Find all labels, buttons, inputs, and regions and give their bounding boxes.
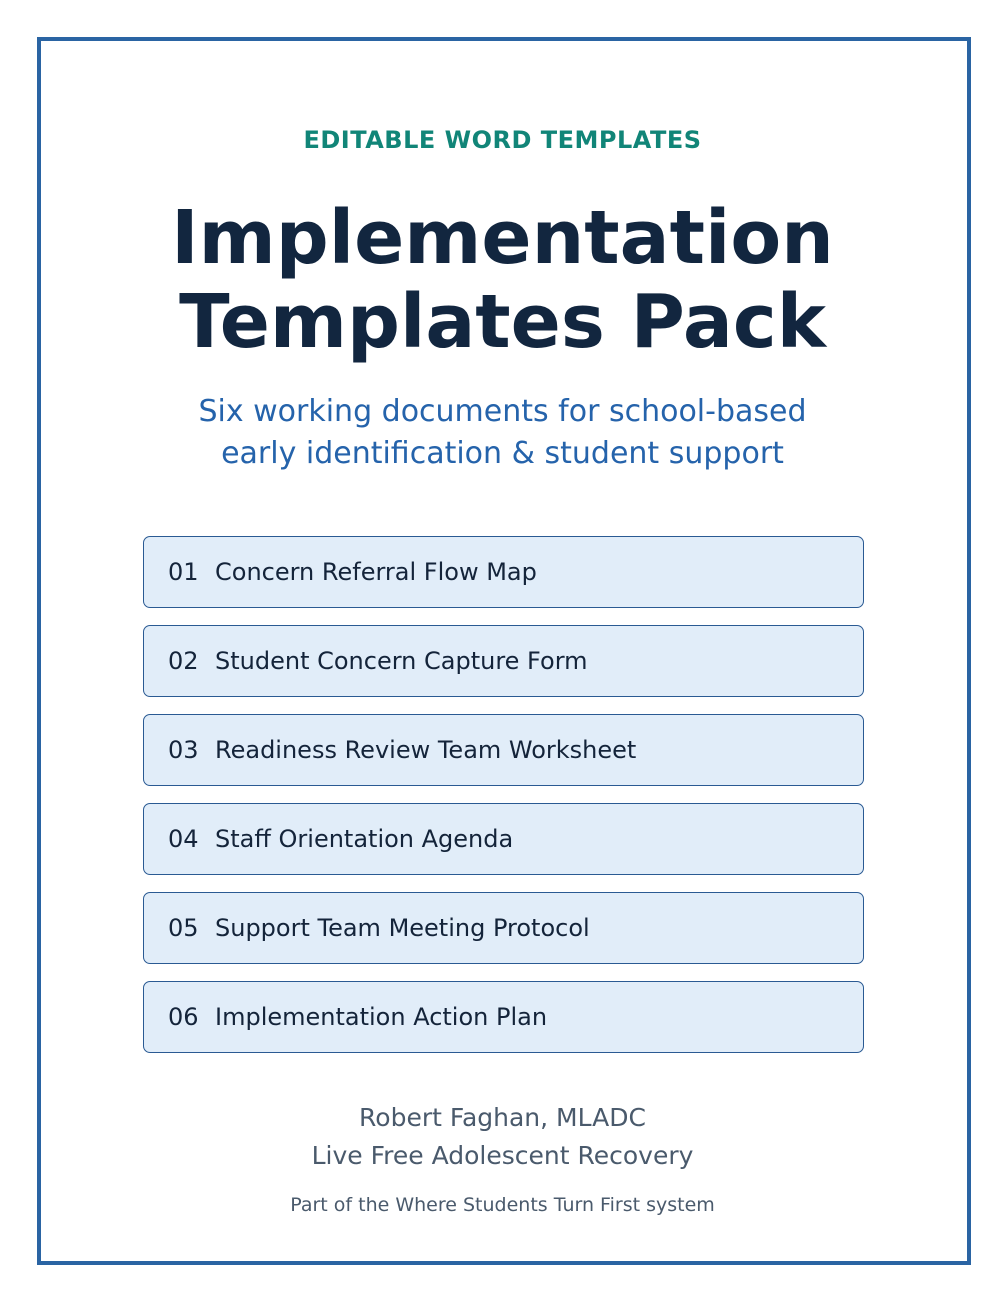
document-number: 06 (168, 1003, 199, 1031)
document-list (143, 536, 864, 1070)
author-organization: Live Free Adolescent Recovery (311, 1141, 694, 1170)
title-line-1: Implementation (171, 195, 834, 281)
document-item-implementation-action-plan[interactable] (143, 981, 864, 1053)
subtitle-line-2: early identification & student support (221, 436, 784, 471)
document-number: 04 (168, 825, 199, 853)
document-number: 05 (168, 914, 199, 942)
eyebrow-label: EDITABLE WORD TEMPLATES (303, 126, 702, 154)
document-item-student-concern-capture-form[interactable] (143, 625, 864, 697)
document-item-readiness-review-team-worksheet[interactable] (143, 714, 864, 786)
document-label: Student Concern Capture Form (215, 647, 588, 675)
document-number: 03 (168, 736, 199, 764)
author-block (0, 1099, 1005, 1175)
document-item-support-team-meeting-protocol[interactable] (143, 892, 864, 964)
document-number: 01 (168, 558, 199, 586)
page-title (0, 196, 1005, 364)
document-item-staff-orientation-agenda[interactable] (143, 803, 864, 875)
subtitle (0, 391, 1005, 475)
document-label: Support Team Meeting Protocol (215, 914, 590, 942)
document-label: Readiness Review Team Worksheet (215, 736, 637, 764)
document-label: Staff Orientation Agenda (215, 825, 514, 853)
document-label: Implementation Action Plan (215, 1003, 548, 1031)
document-number: 02 (168, 647, 199, 675)
system-note: Part of the Where Students Turn First system (290, 1194, 715, 1216)
author-name: Robert Faghan, MLADC (359, 1103, 646, 1132)
document-item-concern-referral-flow-map[interactable] (143, 536, 864, 608)
subtitle-line-1: Six working documents for school-based (198, 394, 807, 429)
title-line-2: Templates Pack (179, 279, 826, 365)
document-label: Concern Referral Flow Map (215, 558, 537, 586)
